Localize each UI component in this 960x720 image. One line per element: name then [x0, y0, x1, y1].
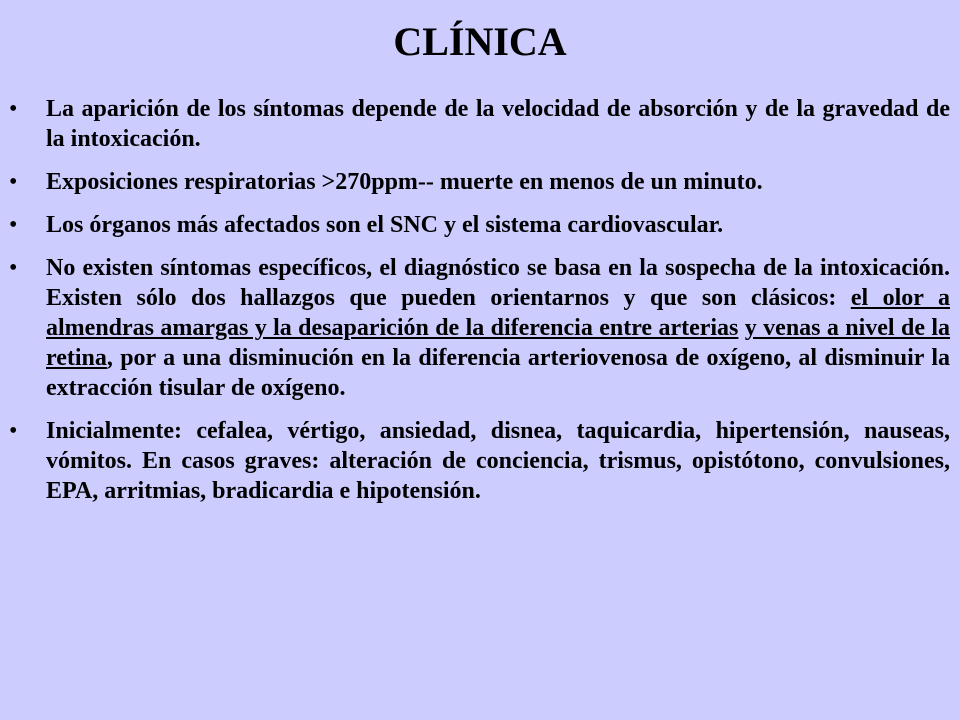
bullet-text: No existen síntomas específicos, el diagnóstico se basa en la sospecha de la intoxicación. Existen sólo dos hallazgos que pueden orientarnos y que son clásicos: — [46, 255, 950, 311]
bullet-text: La aparición de los síntomas depende de la velocidad de absorción y de la gravedad de la intoxicación. — [46, 96, 950, 152]
bullet-item-exposure — [9, 167, 950, 197]
bullet-icon: • — [9, 96, 18, 122]
bullet-text: , por a una disminución en la diferencia arteriovenosa de oxígeno, al disminuir la extracción tisular de oxígeno. — [46, 345, 950, 401]
bullet-item-symptoms — [9, 416, 950, 506]
underlined-text: almendras amargas y la desaparición de la diferencia entre arterias — [46, 315, 739, 341]
bullet-item-organs — [9, 210, 950, 240]
bullet-item-diagnosis — [9, 253, 951, 403]
bullet-icon: • — [9, 418, 18, 444]
bullet-list — [0, 94, 960, 519]
bullet-icon: • — [9, 255, 18, 281]
bullet-text: Los órganos más afectados son el SNC y el sistema cardiovascular. — [46, 212, 724, 238]
bullet-text: Exposiciones respiratorias >270ppm-- muerte en menos de un minuto. — [46, 169, 763, 195]
bullet-icon: • — [9, 212, 18, 238]
underlined-text: y venas a nivel de la retina — [46, 315, 951, 371]
slide-title: CLÍNICA — [393, 19, 567, 64]
bullet-item-onset — [9, 94, 950, 154]
underlined-text: el olor a — [850, 285, 950, 311]
bullet-icon: • — [9, 169, 18, 195]
bullet-text: Inicialmente: cefalea, vértigo, ansiedad, disnea, taquicardia, hipertensión, nauseas, vómitos. En casos graves: alteración de conciencia, trismus, opistótono, convulsiones, EPA, arritmias, bradicardia e hipotensión. — [46, 418, 950, 504]
